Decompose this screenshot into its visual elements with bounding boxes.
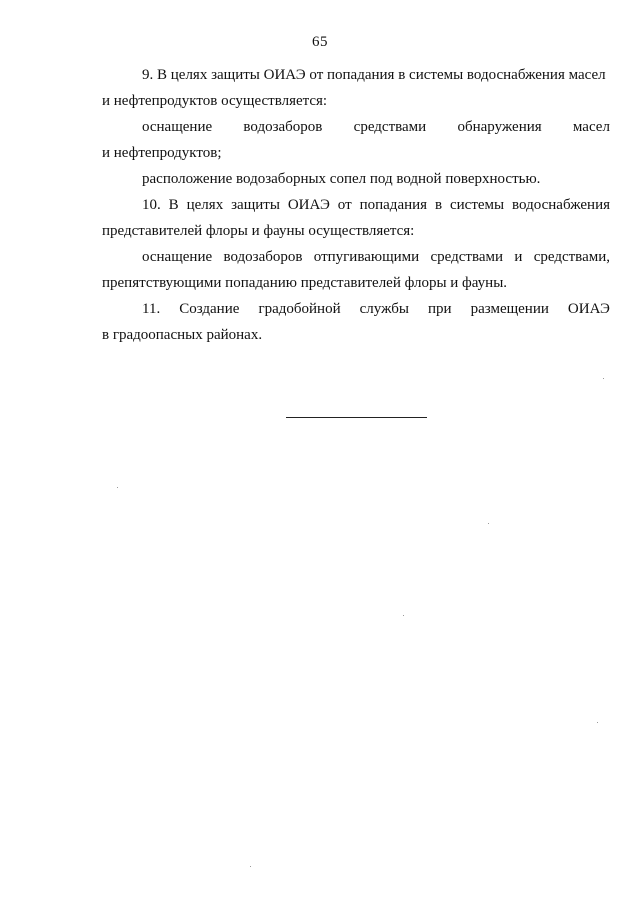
scan-speck xyxy=(117,487,118,488)
word: 11. xyxy=(142,301,161,317)
scan-speck xyxy=(597,722,598,723)
word: при xyxy=(427,301,452,317)
item-10-a-line-2: препятствующими попаданию представителей флоры и фауны. xyxy=(102,275,508,291)
word: службы xyxy=(359,301,409,317)
word: Создание xyxy=(179,301,240,317)
document-body xyxy=(102,62,610,348)
item-11-line-2: в градоопасных районах. xyxy=(102,327,263,343)
item-9-text: 9. В целях защиты ОИАЭ от попадания в системы водоснабжения масел xyxy=(142,67,606,83)
scan-speck xyxy=(603,378,604,379)
scan-speck xyxy=(250,866,251,867)
word: водозаборов xyxy=(243,119,323,135)
end-divider-line xyxy=(286,417,427,418)
word: ОИАЭ xyxy=(567,301,610,317)
item-10-a-line-1: оснащение водозаборов отпугивающими средствами и средствами, xyxy=(142,249,610,265)
page-number: 65 xyxy=(312,34,328,50)
item-9-b: расположение водозаборных сопел под водной поверхностью. xyxy=(142,171,541,187)
scan-speck xyxy=(403,615,404,616)
item-10-line-2: представителей флоры и фауны осуществляется: xyxy=(102,223,415,239)
item-11-line-1 xyxy=(102,296,610,322)
item-10-line-1: 10. В целях защиты ОИАЭ от попадания в системы водоснабжения xyxy=(142,197,610,213)
item-9-line-1 xyxy=(102,62,610,88)
word: обнаружения xyxy=(457,119,542,135)
word: градобойной xyxy=(258,301,341,317)
item-9-a-line-2: и нефтепродуктов; xyxy=(102,145,222,161)
word: масел xyxy=(572,119,610,135)
word: оснащение xyxy=(142,119,213,135)
scan-speck xyxy=(488,523,489,524)
word: средствами xyxy=(353,119,427,135)
word: размещении xyxy=(470,301,549,317)
item-9-line-2: и нефтепродуктов осуществляется: xyxy=(102,93,328,109)
item-9-a-line-1 xyxy=(102,114,610,140)
